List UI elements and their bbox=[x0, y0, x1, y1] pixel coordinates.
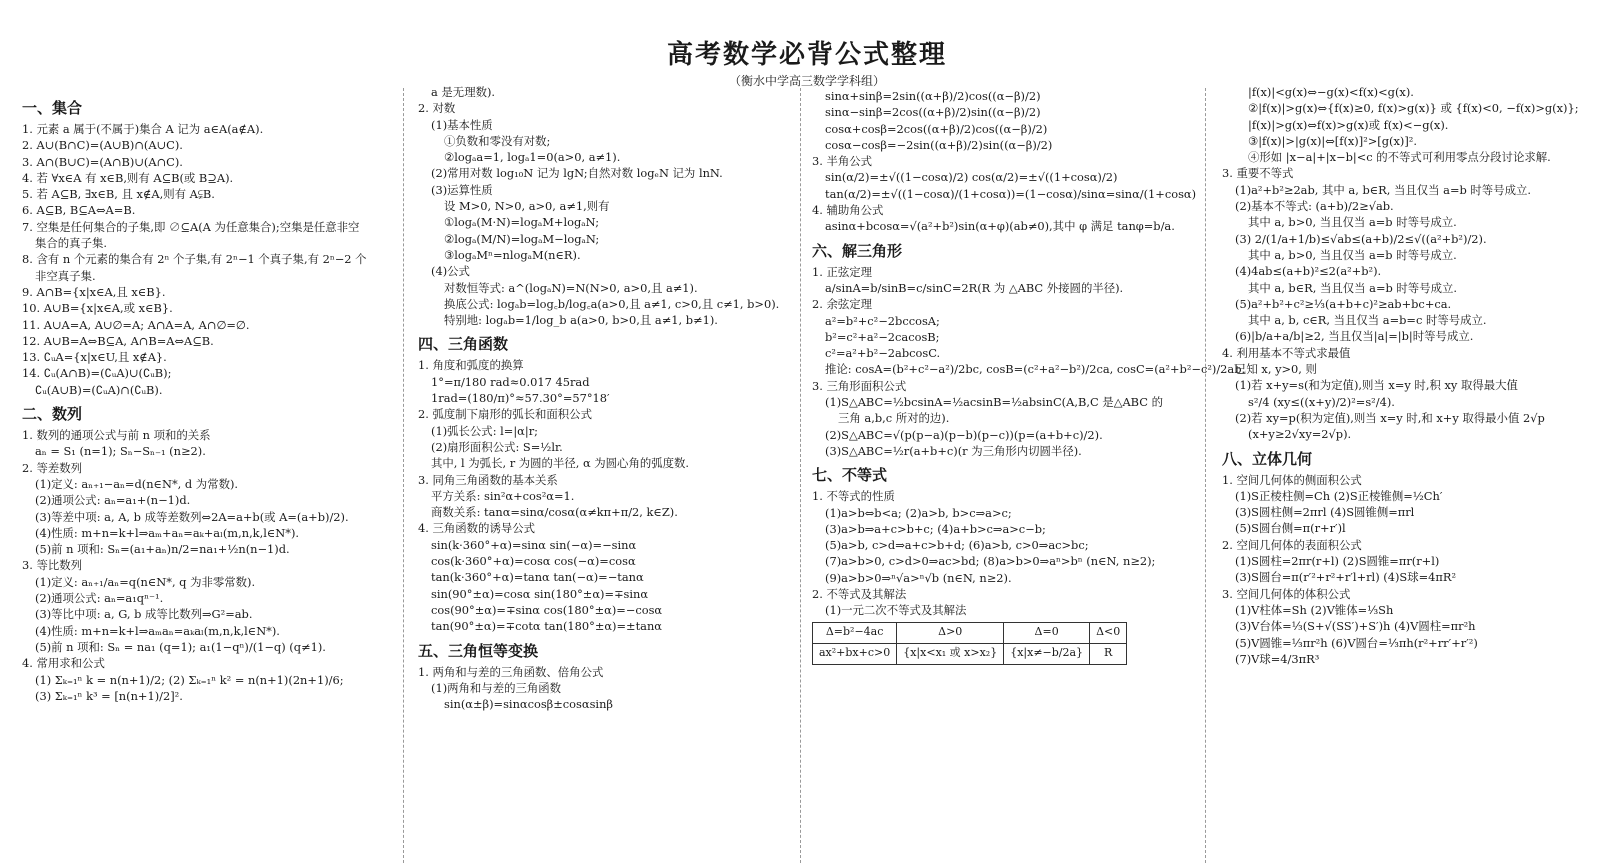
formula-line: (3) 2/(1/a+1/b)≤√ab≤(a+b)/2≤√((a²+b²)/2). bbox=[1235, 231, 1487, 246]
section-heading: 六、解三角形 bbox=[812, 241, 903, 260]
formula-line: ②logₐa=1, logₐ1=0(a>0, a≠1). bbox=[444, 150, 621, 165]
formula-line: 4. 常用求和公式 bbox=[22, 656, 105, 671]
formula-line: (2)通项公式: aₙ=a₁+(n−1)d. bbox=[35, 493, 191, 508]
column-4 bbox=[1222, 84, 1597, 859]
formula-line: sinα−sinβ=2cos((α+β)/2)sin((α−β)/2) bbox=[825, 105, 1041, 120]
formula-line: (5)V圆锥=⅓πr²h (6)V圆台=⅓πh(r²+rr′+r′²) bbox=[1235, 635, 1478, 650]
formula-line: 6. A⊆B, B⊆A⇔A=B. bbox=[22, 203, 136, 218]
formula-line: 1. 元素 a 属于(不属于)集合 A 记为 a∈A(a∉A). bbox=[22, 122, 264, 136]
formula-line: (9)a>b>0⇒ⁿ√a>ⁿ√b (n∈N, n≥2). bbox=[825, 570, 1012, 585]
formula-line: 已知 x, y>0, 则 bbox=[1235, 362, 1317, 377]
formula-line: 1. 两角和与差的三角函数、倍角公式 bbox=[418, 664, 604, 679]
formula-line: 3. 同角三角函数的基本关系 bbox=[418, 472, 558, 487]
formula-line: (1)S圆柱=2πr(r+l) (2)S圆锥=πr(r+l) bbox=[1235, 554, 1440, 569]
formula-line: 3. 重要不等式 bbox=[1222, 166, 1294, 181]
formula-line: 1. 角度和弧度的换算 bbox=[418, 358, 524, 373]
formula-line: ③logₐMⁿ=nlogₐM(n∈R). bbox=[444, 247, 581, 262]
formula-line: tan(90°±α)=∓cotα tan(180°±α)=±tanα bbox=[431, 619, 662, 634]
page-title: 高考数学必背公式整理 bbox=[666, 40, 947, 70]
formula-line: ①负数和零没有对数; bbox=[444, 133, 551, 148]
formula-line: 换底公式: logₐb=log꜀b/log꜀a(a>0,且 a≠1, c>0,且 c≠1, b>0). bbox=[444, 296, 780, 311]
formula-line: 1. 数列的通项公式与前 n 项和的关系 bbox=[22, 428, 211, 443]
formula-line: 1rad=(180/π)°≈57.30°=57°18′ bbox=[431, 391, 610, 406]
formula-line: |f(x)|<g(x)⇔−g(x)<f(x)<g(x). bbox=[1248, 85, 1414, 99]
formula-line: (5)S圆台侧=π(r+r′)l bbox=[1235, 521, 1346, 536]
formula-line: 12. A∪B=A⇔B⊆A, A∩B=A⇔A⊆B. bbox=[22, 333, 214, 348]
section-heading: 四、三角函数 bbox=[418, 335, 509, 354]
formula-line: 2. 余弦定理 bbox=[812, 297, 873, 312]
column-divider bbox=[800, 88, 801, 863]
formula-line: (2)基本不等式: (a+b)/2≥√ab. bbox=[1235, 199, 1394, 214]
formula-line: 2. 对数 bbox=[418, 101, 456, 116]
formula-line: (1)若 x+y=s(和为定值),则当 x=y 时,积 xy 取得最大值 bbox=[1235, 378, 1518, 393]
table-header-row bbox=[813, 622, 1127, 643]
formula-line: tan(α/2)=±√((1−cosα)/(1+cosα))=(1−cosα)/sinα=sinα/(1+cosα) bbox=[825, 186, 1197, 201]
formula-line: 4. 若 ∀x∈A 有 x∈B,则有 A⊆B(或 B⊇A). bbox=[22, 170, 234, 185]
formula-line: a²=b²+c²−2bccosA; bbox=[825, 313, 940, 328]
formula-line: 9. A∩B={x|x∈A,且 x∈B}. bbox=[22, 284, 166, 299]
formula-line: (1)定义: aₙ₊₁−aₙ=d(n∈N*, d 为常数). bbox=[35, 476, 239, 491]
formula-line: (3)V台体=⅓(S+√(SS′)+S′)h (4)V圆柱=πr²h bbox=[1235, 619, 1476, 634]
formula-line: (2)常用对数 log₁₀N 记为 lgN;自然对数 logₑN 记为 lnN. bbox=[431, 166, 723, 181]
formula-line: 5. 若 A⊆B, ∃x∈B, 且 x∉A,则有 A⫋B. bbox=[22, 187, 215, 202]
table-header-cell: Δ=0 bbox=[1004, 622, 1090, 643]
formula-line: (1)S正棱柱侧=Ch (2)S正棱锥侧=½Ch′ bbox=[1235, 488, 1443, 503]
table-row bbox=[813, 643, 1127, 664]
formula-line: (1)V柱体=Sh (2)V锥体=⅓Sh bbox=[1235, 602, 1394, 617]
table-cell: ax²+bx+c>0 bbox=[813, 643, 897, 664]
formula-line: ②|f(x)|>g(x)⇔{f(x)≥0, f(x)>g(x)} 或 {f(x)<0, −f(x)>g(x)}; bbox=[1248, 101, 1579, 116]
formula-line: a/sinA=b/sinB=c/sinC=2R(R 为 △ABC 外接圆的半径). bbox=[825, 280, 1124, 295]
formula-line: 14. ∁ᵤ(A∩B)=(∁ᵤA)∪(∁ᵤB); bbox=[22, 366, 172, 381]
formula-line: 对数恒等式: a^(logₐN)=N(N>0, a>0,且 a≠1). bbox=[444, 280, 698, 295]
formula-line: 1. 正弦定理 bbox=[812, 264, 873, 279]
formula-line: (3)运算性质 bbox=[431, 182, 493, 197]
formula-line: sin(α±β)=sinαcosβ±cosαsinβ bbox=[444, 697, 613, 712]
formula-line: aₙ = S₁ (n=1); Sₙ−Sₙ₋₁ (n≥2). bbox=[35, 444, 206, 459]
formula-line: (1)定义: aₙ₊₁/aₙ=q(n∈N*, q 为非零常数). bbox=[35, 574, 256, 589]
column-divider bbox=[403, 88, 404, 863]
formula-line: 商数关系: tanα=sinα/cosα(α≠kπ+π/2, k∈Z). bbox=[431, 505, 678, 520]
formula-line: (x+y≥2√xy=2√p). bbox=[1248, 427, 1352, 442]
formula-line: (5)a²+b²+c²≥⅓(a+b+c)²≥ab+bc+ca. bbox=[1235, 296, 1452, 311]
formula-line: 2. 等差数列 bbox=[22, 460, 83, 475]
formula-line: 特别地: logₐb=1/log_b a(a>0, b>0,且 a≠1, b≠1). bbox=[444, 313, 718, 328]
formula-line: 其中 a, b∈R, 当且仅当 a=b 时等号成立. bbox=[1248, 280, 1457, 295]
formula-line: (3)S圆台=π(r′²+r²+r′l+rl) (4)S球=4πR² bbox=[1235, 570, 1457, 585]
formula-line: 2. 空间几何体的表面积公式 bbox=[1222, 537, 1362, 552]
formula-line: 推论: cosA=(b²+c²−a²)/2bc, cosB=(c²+a²−b²)/2ca, cosC=(a²+b²−c²)/2ab. bbox=[825, 362, 1246, 377]
formula-line: 7. 空集是任何集合的子集,即 ∅⊆A(A 为任意集合);空集是任意非空 bbox=[22, 219, 360, 234]
formula-line: 4. 三角函数的诱导公式 bbox=[418, 521, 536, 536]
formula-line: sin(α/2)=±√((1−cosα)/2) cos(α/2)=±√((1+cosα)/2) bbox=[825, 170, 1118, 185]
formula-line: sinα+sinβ=2sin((α+β)/2)cos((α−β)/2) bbox=[825, 89, 1041, 103]
formula-line: (1)弧长公式: l=|α|r; bbox=[431, 423, 538, 438]
table-header-cell: Δ=b²−4ac bbox=[813, 622, 897, 643]
formula-line: ②logₐ(M/N)=logₐM−logₐN; bbox=[444, 231, 600, 246]
formula-line: sin(k·360°+α)=sinα sin(−α)=−sinα bbox=[431, 537, 637, 552]
formula-line: (1)基本性质 bbox=[431, 117, 493, 132]
section-heading: 一、集合 bbox=[22, 99, 83, 117]
formula-line: 1°=π/180 rad≈0.017 45rad bbox=[431, 374, 590, 389]
formula-line: (5)a>b, c>d⇒a+c>b+d; (6)a>b, c>0⇒ac>bc; bbox=[825, 538, 1089, 553]
formula-line: 2. 不等式及其解法 bbox=[812, 587, 907, 602]
formula-line: 2. A∪(B∩C)=(A∪B)∩(A∪C). bbox=[22, 138, 183, 153]
formula-line: (1)两角和与差的三角函数 bbox=[431, 680, 562, 695]
formula-line: asinα+bcosα=√(a²+b²)sin(α+φ)(ab≠0),其中 φ 满足 tanφ=b/a. bbox=[825, 219, 1175, 234]
formula-line: cos(k·360°+α)=cosα cos(−α)=cosα bbox=[431, 554, 636, 569]
formula-line: ④形如 |x−a|+|x−b|<c 的不等式可利用零点分段讨论求解. bbox=[1248, 150, 1551, 165]
formula-line: 11. A∪A=A, A∪∅=A; A∩A=A, A∩∅=∅. bbox=[22, 317, 250, 332]
formula-line: (7)V球=4/3πR³ bbox=[1235, 651, 1320, 666]
formula-line: (1)一元二次不等式及其解法 bbox=[825, 603, 967, 618]
formula-line: (5)前 n 项和: Sₙ=(a₁+aₙ)n/2=na₁+½n(n−1)d. bbox=[35, 542, 290, 557]
formula-line: 3. 空间几何体的体积公式 bbox=[1222, 586, 1351, 601]
section-heading: 八、立体几何 bbox=[1222, 449, 1313, 468]
formula-line: (3)等比中项: a, G, b 成等比数列⇒G²=ab. bbox=[35, 607, 253, 622]
formula-line: (4)公式 bbox=[431, 264, 470, 279]
formula-line: 3. 等比数列 bbox=[22, 558, 83, 573]
formula-line: (3)S△ABC=½r(a+b+c)(r 为三角形内切圆半径). bbox=[825, 443, 1082, 458]
formula-line: 平方关系: sin²α+cos²α=1. bbox=[431, 488, 575, 503]
formula-line: 其中 a, b, c∈R, 当且仅当 a=b=c 时等号成立. bbox=[1248, 313, 1487, 328]
formula-line: (4)性质: m+n=k+l⇒aₘ+aₙ=aₖ+aₗ(m,n,k,l∈N*). bbox=[35, 525, 300, 540]
column-3 bbox=[812, 88, 1246, 863]
formula-line: cosα+cosβ=2cos((α+β)/2)cos((α−β)/2) bbox=[825, 121, 1048, 136]
formula-line: 其中 a, b>0, 当且仅当 a=b 时等号成立. bbox=[1248, 215, 1457, 230]
formula-line: 三角 a,b,c 所对的边). bbox=[838, 411, 950, 426]
formula-line: (1)S△ABC=½bcsinA=½acsinB=½absinC(A,B,C 是△ABC 的 bbox=[825, 395, 1163, 410]
formula-line: ∁ᵤ(A∪B)=(∁ᵤA)∩(∁ᵤB). bbox=[35, 382, 163, 397]
formula-line: 1. 不等式的性质 bbox=[812, 489, 895, 504]
formula-line: 8. 含有 n 个元素的集合有 2ⁿ 个子集,有 2ⁿ−1 个真子集,有 2ⁿ−2 个 bbox=[22, 252, 367, 267]
table-header-cell: Δ<0 bbox=[1090, 622, 1127, 643]
formula-line: (1)a²+b²≥2ab, 其中 a, b∈R, 当且仅当 a=b 时等号成立. bbox=[1235, 182, 1531, 197]
formula-line: (2)通项公式: aₙ=a₁qⁿ⁻¹. bbox=[35, 591, 164, 606]
formula-line: (5)前 n 项和: Sₙ = na₁ (q=1); a₁(1−qⁿ)/(1−q) (q≠1). bbox=[35, 639, 326, 654]
column-2 bbox=[418, 84, 788, 859]
table-cell: R bbox=[1090, 643, 1127, 664]
formula-line: 13. ∁ᵤA={x|x∈U,且 x∉A}. bbox=[22, 350, 167, 365]
formula-line: 3. 半角公式 bbox=[812, 154, 873, 169]
formula-line: sin(90°±α)=cosα sin(180°±α)=∓sinα bbox=[431, 586, 649, 601]
page-subtitle: （衡水中学高三数学学科组） bbox=[728, 74, 885, 88]
formula-line: 4. 辅助角公式 bbox=[812, 203, 884, 218]
formula-line: s²/4 (xy≤((x+y)/2)²=s²/4). bbox=[1248, 394, 1395, 409]
formula-line: (7)a>b>0, c>d>0⇒ac>bd; (8)a>b>0⇒aⁿ>bⁿ (n∈N, n≥2); bbox=[825, 554, 1156, 569]
section-heading: 七、不等式 bbox=[812, 466, 888, 485]
column-1 bbox=[22, 92, 390, 867]
formula-line: b²=c²+a²−2cacosB; bbox=[825, 329, 940, 344]
formula-line: (3) Σₖ₌₁ⁿ k³ = [n(n+1)/2]². bbox=[35, 688, 183, 703]
section-heading: 五、三角恒等变换 bbox=[418, 641, 539, 660]
formula-line: (1)a>b⇔b<a; (2)a>b, b>c⇒a>c; bbox=[825, 505, 1012, 520]
formula-line: 10. A∪B={x|x∈A,或 x∈B}. bbox=[22, 301, 173, 316]
formula-line: ③|f(x)|>|g(x)|⇔[f(x)]²>[g(x)]². bbox=[1248, 133, 1417, 148]
section-heading: 二、数列 bbox=[22, 405, 83, 424]
formula-line: a 是无理数). bbox=[431, 85, 496, 99]
formula-line: (2)S△ABC=√(p(p−a)(p−b)(p−c))(p=(a+b+c)/2). bbox=[825, 427, 1103, 442]
formula-line: (3)等差中项: a, A, b 成等差数列⇔2A=a+b(或 A=(a+b)/2). bbox=[35, 509, 349, 524]
formula-line: 4. 利用基本不等式求最值 bbox=[1222, 345, 1351, 360]
formula-line: tan(k·360°+α)=tanα tan(−α)=−tanα bbox=[431, 570, 644, 585]
formula-line: 非空真子集. bbox=[35, 268, 96, 283]
formula-line: (4)4ab≤(a+b)²≤2(a²+b²). bbox=[1235, 264, 1382, 279]
formula-line: ①logₐ(M·N)=logₐM+logₐN; bbox=[444, 215, 600, 230]
table-cell: {x|x<x₁ 或 x>x₂} bbox=[897, 643, 1004, 664]
table-cell: {x|x≠−b/2a} bbox=[1004, 643, 1090, 664]
table-header-cell: Δ>0 bbox=[897, 622, 1004, 643]
formula-line: 其中, l 为弧长, r 为圆的半径, α 为圆心角的弧度数. bbox=[431, 456, 690, 471]
formula-line: 设 M>0, N>0, a>0, a≠1,则有 bbox=[444, 199, 610, 214]
formula-line: cosα−cosβ=−2sin((α+β)/2)sin((α−β)/2) bbox=[825, 137, 1053, 152]
formula-line: (1) Σₖ₌₁ⁿ k = n(n+1)/2; (2) Σₖ₌₁ⁿ k² = n(n+1)(2n+1)/6; bbox=[35, 672, 344, 687]
formula-line: 1. 空间几何体的侧面积公式 bbox=[1222, 472, 1362, 487]
column-3-lines bbox=[812, 88, 1246, 619]
formula-line: 2. 弧度制下扇形的弧长和面积公式 bbox=[418, 407, 592, 422]
formula-line: (2)扇形面积公式: S=½lr. bbox=[431, 439, 563, 454]
formula-line: |f(x)|>g(x)⇔f(x)>g(x)或 f(x)<−g(x). bbox=[1248, 117, 1449, 132]
formula-line: (3)S圆柱侧=2πrl (4)S圆锥侧=πrl bbox=[1235, 505, 1415, 520]
formula-line: (6)|b/a+a/b|≥2, 当且仅当|a|=|b|时等号成立. bbox=[1235, 329, 1474, 344]
quadratic-inequality-table bbox=[812, 622, 1127, 665]
formula-line: (4)性质: m+n=k+l⇒aₘaₙ=aₖaₗ(m,n,k,l∈N*). bbox=[35, 623, 280, 638]
formula-line: c²=a²+b²−2abcosC. bbox=[825, 346, 941, 361]
formula-line: 集合的真子集. bbox=[35, 236, 107, 251]
formula-line: (2)若 xy=p(积为定值),则当 x=y 时,和 x+y 取得最小值 2√p bbox=[1235, 410, 1545, 425]
formula-line: (3)a>b⇒a+c>b+c; (4)a+b>c⇒a>c−b; bbox=[825, 521, 1046, 536]
formula-line: cos(90°±α)=∓sinα cos(180°±α)=−cosα bbox=[431, 602, 663, 617]
column-divider bbox=[1205, 88, 1206, 863]
formula-line: 3. 三角形面积公式 bbox=[812, 378, 907, 393]
formula-line: 其中 a, b>0, 当且仅当 a=b 时等号成立. bbox=[1248, 247, 1457, 262]
formula-line: 3. A∩(B∪C)=(A∩B)∪(A∩C). bbox=[22, 154, 183, 169]
